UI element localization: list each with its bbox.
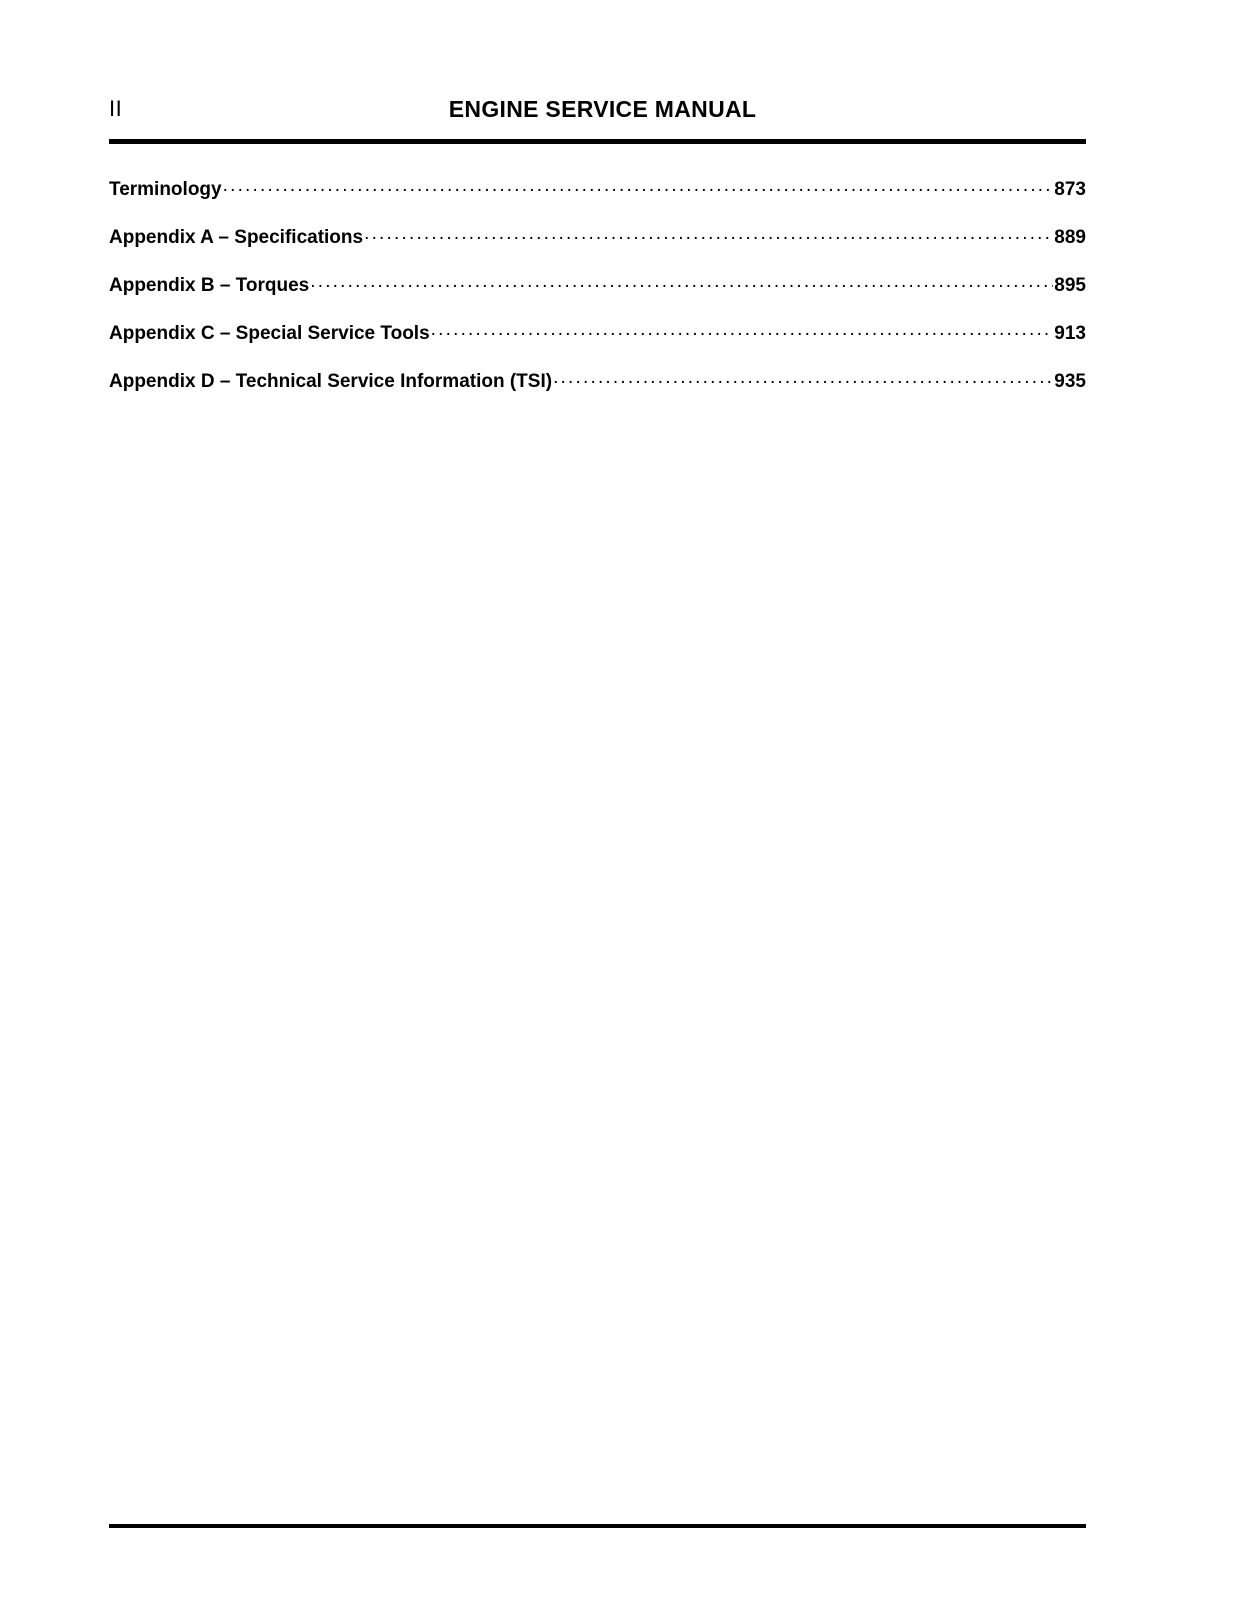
manual-title: ENGINE SERVICE MANUAL — [448, 96, 757, 122]
toc-entry-title: Appendix D – Technical Service Information (TSI) — [109, 371, 553, 392]
page-header — [109, 94, 1086, 128]
toc-entry-page: 873 — [1054, 179, 1086, 200]
toc-entry-appendix-c[interactable] — [109, 320, 1086, 368]
toc-entry-title: Terminology — [109, 179, 222, 200]
toc-entry-title: Appendix C – Special Service Tools — [109, 323, 430, 344]
toc-entry-terminology[interactable] — [109, 176, 1086, 224]
toc-entry-page: 935 — [1054, 371, 1086, 392]
page-number: II — [109, 96, 123, 121]
toc-entry-appendix-b[interactable] — [109, 272, 1086, 320]
toc-entry-appendix-a[interactable] — [109, 224, 1086, 272]
dot-leader — [310, 272, 1053, 291]
dot-leader — [364, 224, 1053, 243]
footer-rule — [109, 1524, 1086, 1528]
table-of-contents — [109, 176, 1086, 416]
toc-entry-title: Appendix B – Torques — [109, 275, 310, 296]
dot-leader — [431, 320, 1054, 339]
toc-entry-title: Appendix A – Specifications — [109, 227, 364, 248]
dot-leader — [223, 176, 1054, 195]
toc-entry-page: 889 — [1054, 227, 1086, 248]
toc-entry-page: 895 — [1054, 275, 1086, 296]
toc-entry-appendix-d[interactable] — [109, 368, 1086, 416]
toc-entry-page: 913 — [1054, 323, 1086, 344]
header-rule — [109, 139, 1086, 144]
dot-leader — [553, 368, 1053, 387]
